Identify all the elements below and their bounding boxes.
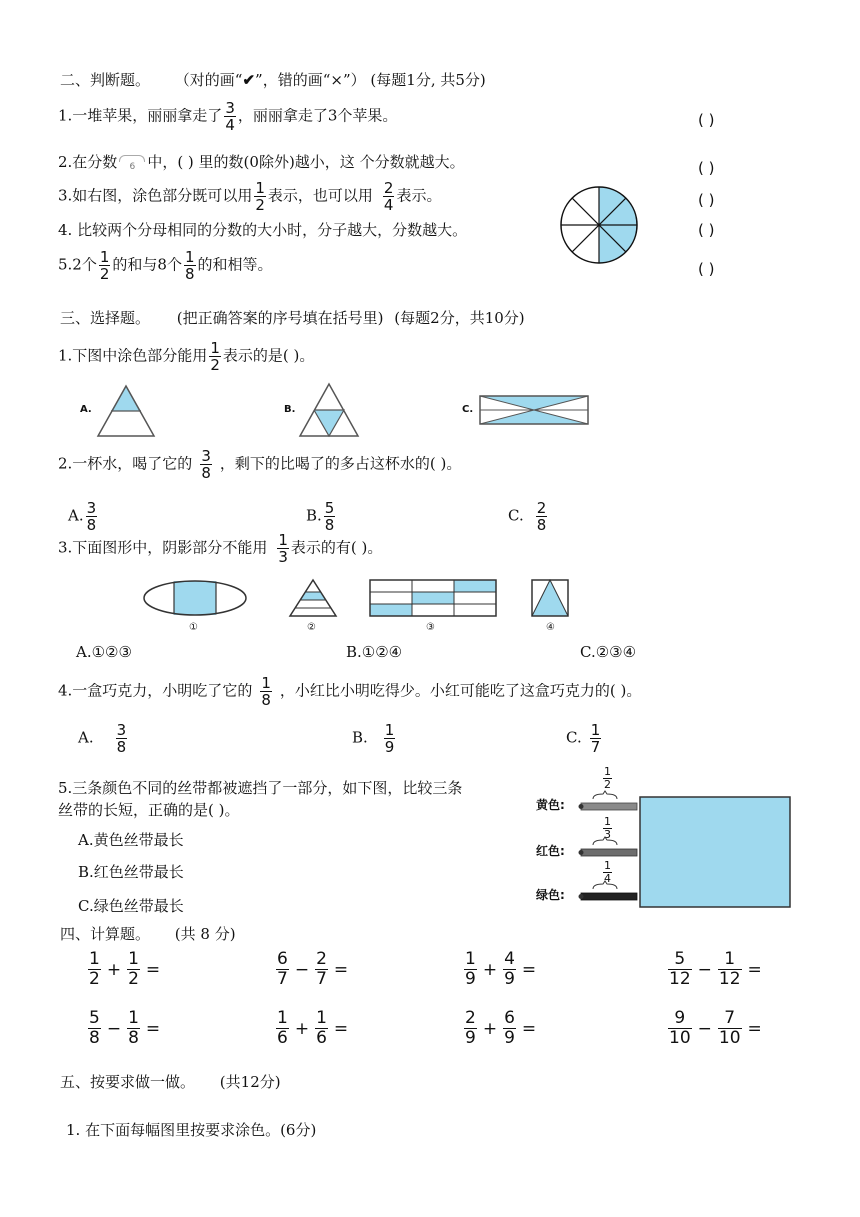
q2-option-b[interactable]: B. $\frac{5}{8}$ [306, 499, 335, 534]
calc-expression: $\frac{6}{7}$ − $\frac{2}{7}$ = [277, 949, 349, 989]
judge-item-4: 4. 比较两个分母相同的分数的大小时，分子越大，分数越大。 [58, 221, 468, 239]
choice-q1: 1.下图中涂色部分能用 $\frac{1}{2}$ 表示的是( )。 [58, 339, 315, 374]
section3-score: (每题2分，共10分) [394, 309, 525, 327]
calc-expression: $\frac{9}{10}$ − $\frac{7}{10}$ = [669, 1008, 762, 1048]
q5-option-b[interactable]: B.红色丝带最长 [78, 863, 184, 881]
triangle-figure-2 [288, 578, 338, 618]
figure-caption-2: ② [307, 622, 316, 633]
triangle-figure-a [96, 384, 156, 438]
q5-option-a[interactable]: A.黄色丝带最长 [78, 831, 184, 849]
section2-heading-line [60, 70, 486, 90]
figure-caption-3: ③ [426, 622, 435, 633]
ribbon-label-yellow: 黄色: [536, 798, 565, 812]
grid-figure-3 [368, 578, 498, 618]
calc-expression: $\frac{1}{9}$ + $\frac{4}{9}$ = [465, 949, 537, 989]
judge-item-2: 2.在分数 6 中，( ) 里的数(0除外)越小，这 个分数就越大。 [58, 153, 465, 172]
ribbon-red [581, 849, 637, 856]
q3-option-c[interactable]: C.②③④ [580, 643, 637, 661]
section2-heading: 二、判断题。 [60, 71, 151, 89]
calc-expression: $\frac{1}{6}$ + $\frac{1}{6}$ = [277, 1008, 349, 1048]
section3-rule: (把正确答案的序号填在括号里) [176, 309, 384, 327]
ribbon-fraction-green: $\frac{1}{4}$ [604, 859, 611, 885]
cross-mark-icon: × [330, 71, 343, 89]
figure-caption-1: ① [189, 622, 198, 633]
answer-blank[interactable]: ( ) [698, 191, 715, 209]
q3-option-b[interactable]: B.①②④ [346, 643, 403, 661]
q2-option-c[interactable]: C. $\frac{2}{8}$ [508, 499, 547, 534]
ribbon-yellow [581, 803, 637, 810]
q4-option-c[interactable]: C. $\frac{1}{7}$ [566, 721, 601, 756]
square-figure-4 [528, 578, 572, 618]
option-a-label: A. [80, 404, 92, 415]
section5-item-1: 1. 在下面每幅图里按要求涂色。(6分) [66, 1121, 317, 1139]
triangle-figure-b [298, 382, 360, 438]
ellipse-figure-1 [142, 578, 248, 618]
calc-expression: $\frac{2}{9}$ + $\frac{6}{9}$ = [465, 1008, 537, 1048]
judge-item-1: 1.一堆苹果，丽丽拿走了 $\frac{3}{4}$ ，丽丽拿走了3个苹果。 [58, 99, 398, 134]
q2-option-a[interactable]: A. $\frac{3}{8}$ [68, 499, 97, 534]
calc-expression: $\frac{1}{2}$ + $\frac{1}{2}$ = [89, 949, 161, 989]
ribbon-label-green: 绿色: [536, 888, 565, 902]
figure-caption-4: ④ [546, 622, 555, 633]
section3-heading: 三、选择题。 [60, 309, 151, 327]
section4-heading-line [60, 924, 236, 944]
ribbon-fraction-red: $\frac{1}{3}$ [604, 815, 611, 841]
circle-eighths-figure [560, 186, 638, 264]
ribbon-figure [578, 790, 792, 910]
judge-item-5: 5.2个 $\frac{1}{2}$ 的和与8个 $\frac{1}{8}$ 的和相等。 [58, 248, 273, 283]
blank-fraction: 6 [119, 155, 145, 172]
choice-q5-line1: 5.三条颜色不同的丝带都被遮挡了一部分，如下图，比较三条 [58, 779, 463, 797]
answer-blank[interactable]: ( ) [698, 221, 715, 239]
option-b-label: B. [284, 404, 296, 415]
calc-expression: $\frac{5}{12}$ − $\frac{1}{12}$ = [669, 949, 762, 989]
rectangle-figure-c [478, 394, 590, 426]
ribbon-label-red: 红色: [536, 844, 565, 858]
section2-rule: （对的画“✔”，错的画“×”） [174, 71, 366, 89]
cover-box [640, 797, 790, 907]
section4-score: (共 8 分) [174, 925, 236, 943]
section5-score: (共12分) [219, 1073, 281, 1091]
calc-expression: $\frac{5}{8}$ − $\frac{1}{8}$ = [89, 1008, 161, 1048]
section2-score: (每题1分, 共5分) [370, 71, 486, 89]
ribbon-green [581, 893, 637, 900]
ribbon-fraction-yellow: $\frac{1}{2}$ [604, 765, 611, 791]
option-c-label: C. [462, 404, 474, 415]
q3-option-a[interactable]: A.①②③ [76, 643, 132, 661]
answer-blank[interactable]: ( ) [698, 111, 715, 129]
answer-blank[interactable]: ( ) [698, 260, 715, 278]
q5-option-c[interactable]: C.绿色丝带最长 [78, 897, 184, 915]
fraction: $\frac{3}{4}$ [225, 99, 235, 134]
section5-heading-line [60, 1072, 281, 1092]
section3-heading-line [60, 308, 525, 328]
choice-q3: 3.下面图形中，阴影部分不能用 $\frac{1}{3}$ 表示的有( )。 [58, 531, 383, 566]
choice-q5-line2: 丝带的长短，正确的是( )。 [58, 801, 240, 819]
check-mark-icon: ✔ [242, 71, 256, 89]
choice-q2: 2.一杯水，喝了它的 $\frac{3}{8}$ ，剩下的比喝了的多占这杯水的( )。 [58, 447, 462, 482]
judge-item-3: 3.如右图，涂色部分既可以用 $\frac{1}{2}$ 表示，也可以用 $\frac{2}{4}$ 表示。 [58, 179, 442, 214]
choice-q4: 4.一盒巧克力，小明吃了它的 $\frac{1}{8}$ ，小红比小明吃得少。小红可能吃了这盒巧克力的( )。 [58, 674, 642, 709]
section4-heading: 四、计算题。 [60, 925, 151, 943]
q4-option-b[interactable]: B. $\frac{1}{9}$ [352, 721, 395, 756]
answer-blank[interactable]: ( ) [698, 159, 715, 177]
section5-heading: 五、按要求做一做。 [60, 1073, 196, 1091]
q4-option-a[interactable]: A. $\frac{3}{8}$ [78, 721, 127, 756]
